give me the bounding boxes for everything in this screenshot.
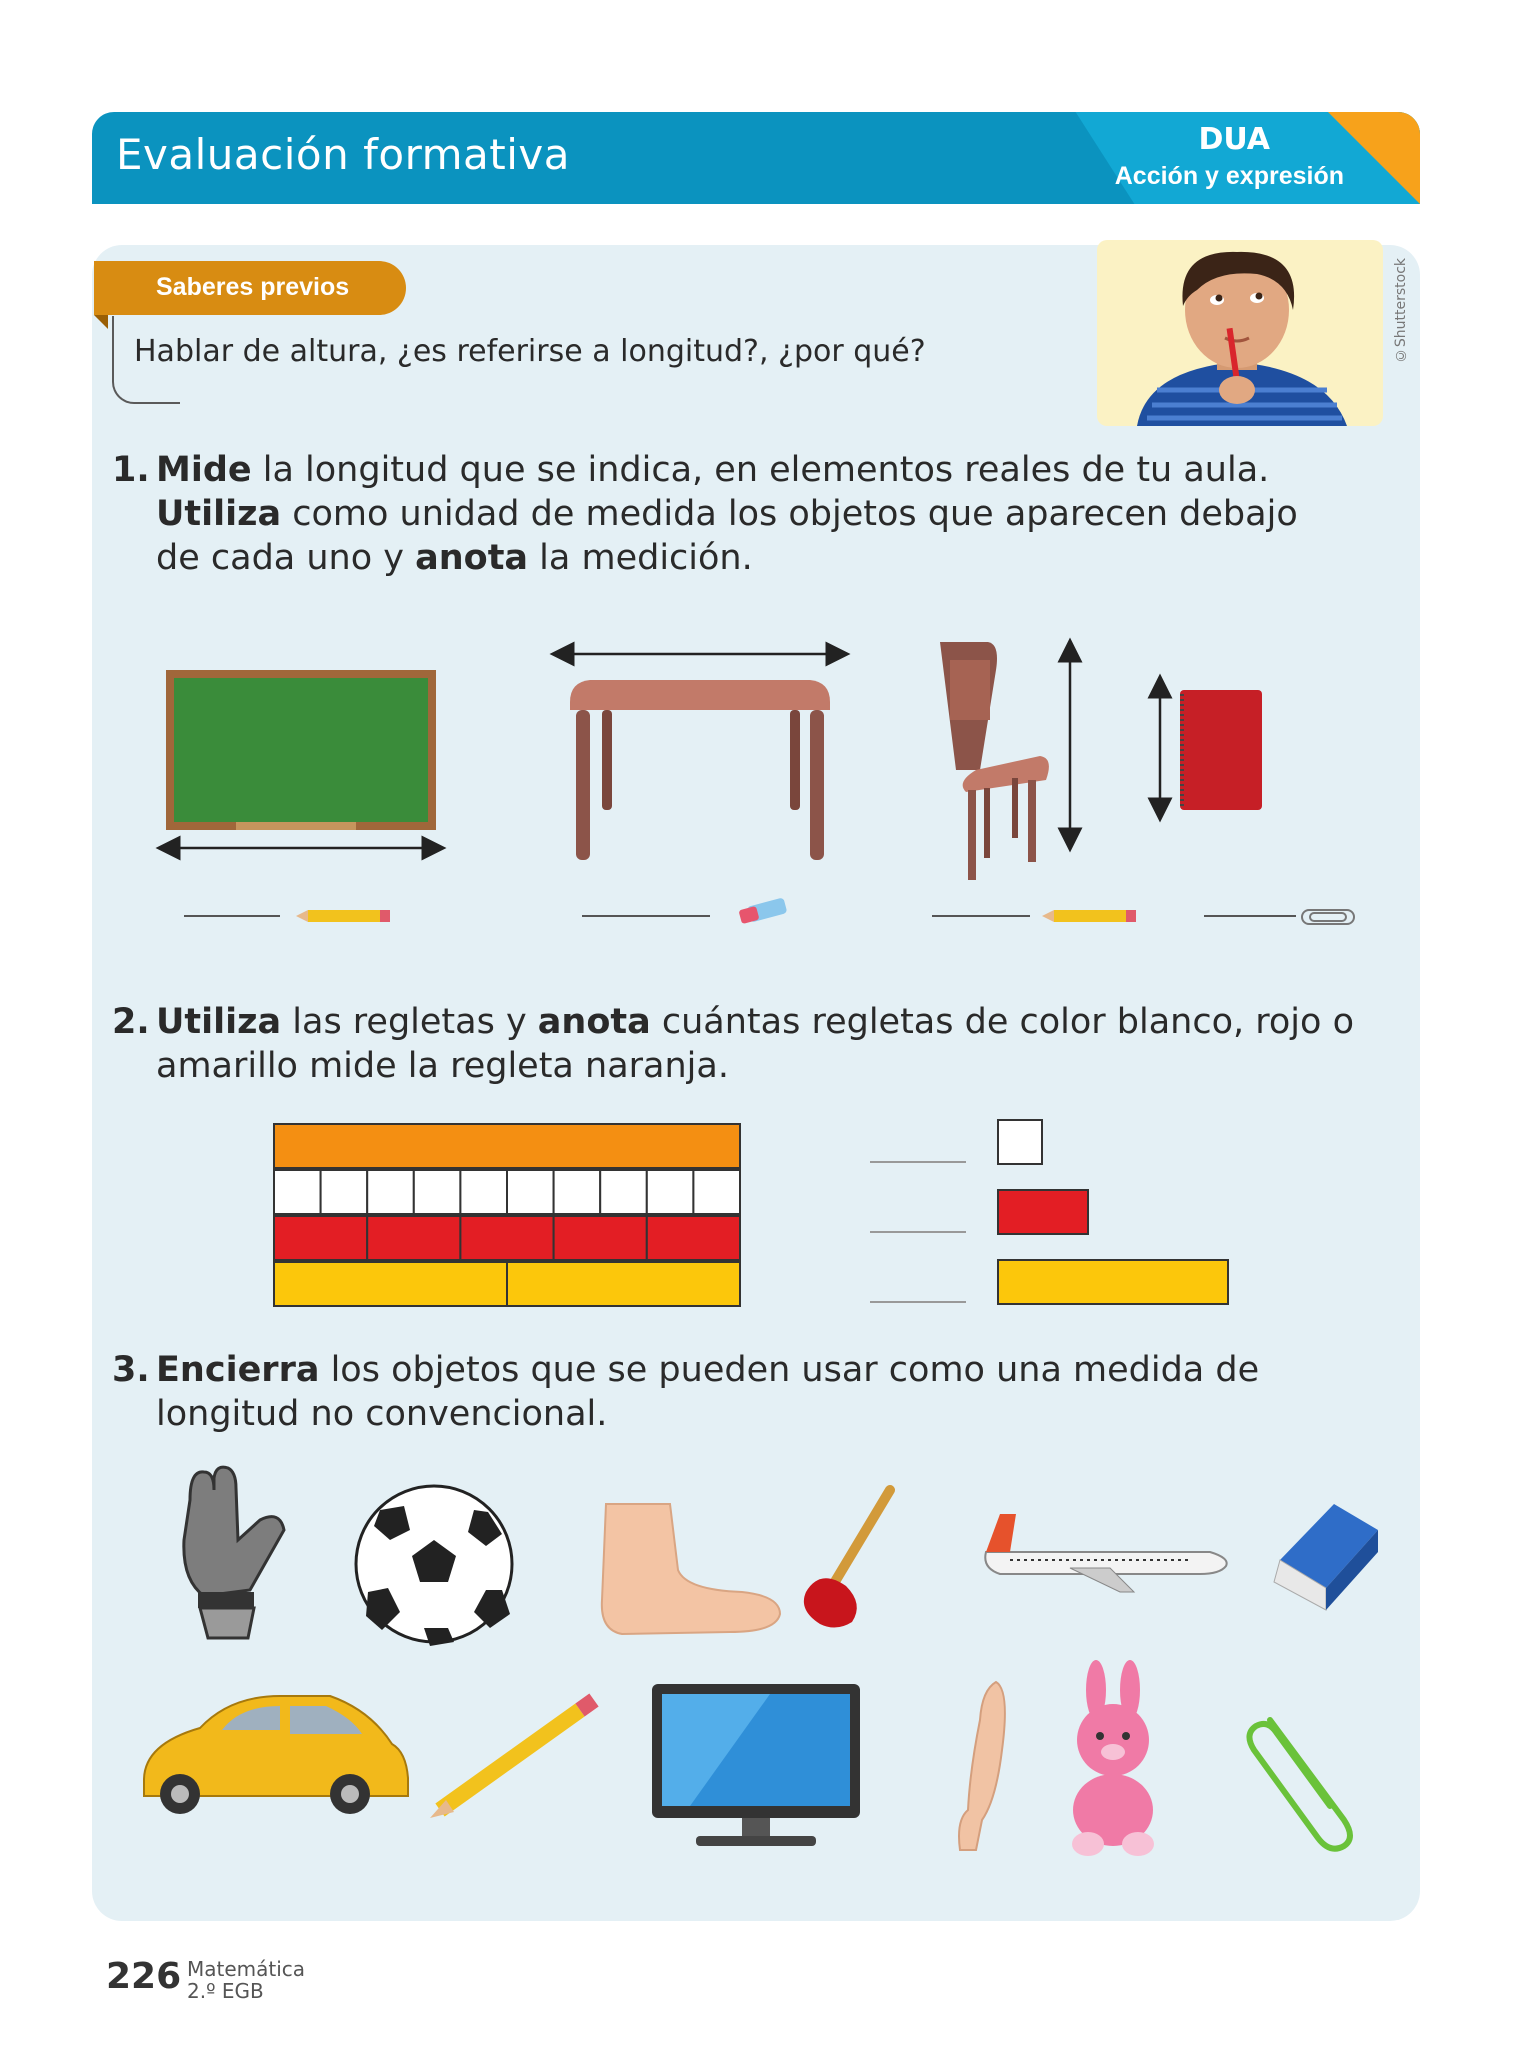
monitor-image[interactable] [652, 1684, 860, 1846]
pencil-image[interactable] [430, 1700, 594, 1818]
verb: anota [415, 538, 529, 578]
question-3-text [156, 1348, 1376, 1436]
chalkboard-image [166, 670, 436, 848]
table-image [562, 654, 838, 860]
text: la medición. [528, 538, 753, 578]
notebook-image [1160, 686, 1262, 810]
verb: Utiliza [156, 494, 282, 534]
verb: Mide [156, 450, 252, 490]
grade-level: 2.º EGB [187, 1979, 264, 2003]
white-rod-unit [507, 1170, 554, 1214]
objects-row-2 [130, 1660, 1390, 1870]
text: las regletas y [281, 1002, 538, 1042]
white-rod-unit [693, 1170, 740, 1214]
airplane-image[interactable] [985, 1514, 1226, 1592]
text: los objetos que se pueden usar como una medida de [319, 1350, 1260, 1390]
section-title: Evaluación formativa [116, 130, 570, 179]
subject-name: Matemática [187, 1957, 306, 1981]
white-rod-unit [460, 1170, 507, 1214]
arm-image[interactable] [959, 1682, 1005, 1850]
white-rod-unit [414, 1170, 461, 1214]
rods-diagram [270, 1120, 750, 1316]
red-rod [998, 1190, 1088, 1234]
eraser-image[interactable] [1274, 1504, 1378, 1610]
white-rod-unit [647, 1170, 694, 1214]
text: amarillo mide la regleta naranja. [156, 1046, 729, 1086]
yellow-rod [998, 1260, 1228, 1304]
rod-answer-key [868, 1116, 1238, 1316]
pink-bunny-image[interactable] [1072, 1660, 1154, 1856]
foot-image[interactable] [602, 1504, 780, 1634]
saberes-question: Hablar de altura, ¿es referirse a longitud?, ¿por qué? [134, 334, 926, 369]
white-rod-unit [274, 1170, 321, 1214]
white-rod-unit [367, 1170, 414, 1214]
yellow-rod-unit [274, 1262, 507, 1306]
verb: Encierra [156, 1350, 320, 1390]
eraser-icon [738, 897, 787, 924]
soccer-ball-image[interactable] [356, 1486, 512, 1646]
dua-label: DUA [1198, 122, 1270, 157]
verb: Utiliza [156, 1002, 282, 1042]
question-2-text [156, 1000, 1376, 1088]
red-rod-unit [367, 1216, 460, 1260]
red-rod-unit [647, 1216, 740, 1260]
white-rod-unit [600, 1170, 647, 1214]
red-rod-unit [554, 1216, 647, 1260]
text: cuántas regletas de color blanco, rojo o [650, 1002, 1354, 1042]
section-header [92, 112, 1420, 204]
plunger-image[interactable] [804, 1490, 890, 1628]
tag-fold [94, 315, 108, 329]
footer-subject [187, 1958, 305, 2002]
objects-row-1 [130, 1460, 1390, 1660]
text: de cada uno y [156, 538, 416, 578]
question-2 [0, 1000, 1536, 1096]
white-rod-unit [321, 1170, 368, 1214]
question-number: 1. [112, 450, 150, 490]
car-image[interactable] [144, 1696, 408, 1814]
white-rod-unit [554, 1170, 601, 1214]
paperclip-image[interactable] [1249, 1720, 1350, 1849]
question-1-text [156, 448, 1376, 580]
photo-credit: ©Shutterstock [1393, 258, 1409, 364]
verb: anota [537, 1002, 651, 1042]
glove-image[interactable] [184, 1467, 284, 1638]
orange-rod-unit [274, 1124, 740, 1168]
text: como unidad de medida los objetos que aparecen debajo [281, 494, 1298, 534]
paperclip-icon [1302, 910, 1354, 924]
question-number: 2. [112, 1002, 150, 1042]
yellow-rod-unit [507, 1262, 740, 1306]
thinking-boy-illustration [1097, 240, 1383, 426]
text: longitud no convencional. [156, 1394, 608, 1434]
white-rod [998, 1120, 1042, 1164]
saberes-previos-label: Saberes previos [156, 273, 350, 301]
question-1 [0, 448, 1536, 588]
saberes-previos-tag [94, 261, 406, 315]
red-rod-unit [274, 1216, 367, 1260]
pencil-icon [1042, 910, 1136, 922]
dua-subtitle: Acción y expresión [1114, 162, 1344, 190]
chair-image [940, 642, 1070, 880]
page-number: 226 [106, 1956, 182, 1997]
text: la longitud que se indica, en elementos reales de tu aula. [251, 450, 1270, 490]
measurement-objects [150, 630, 1380, 930]
question-number: 3. [112, 1350, 150, 1390]
question-3 [0, 1348, 1536, 1444]
red-rod-unit [460, 1216, 553, 1260]
pencil-icon [296, 910, 390, 922]
